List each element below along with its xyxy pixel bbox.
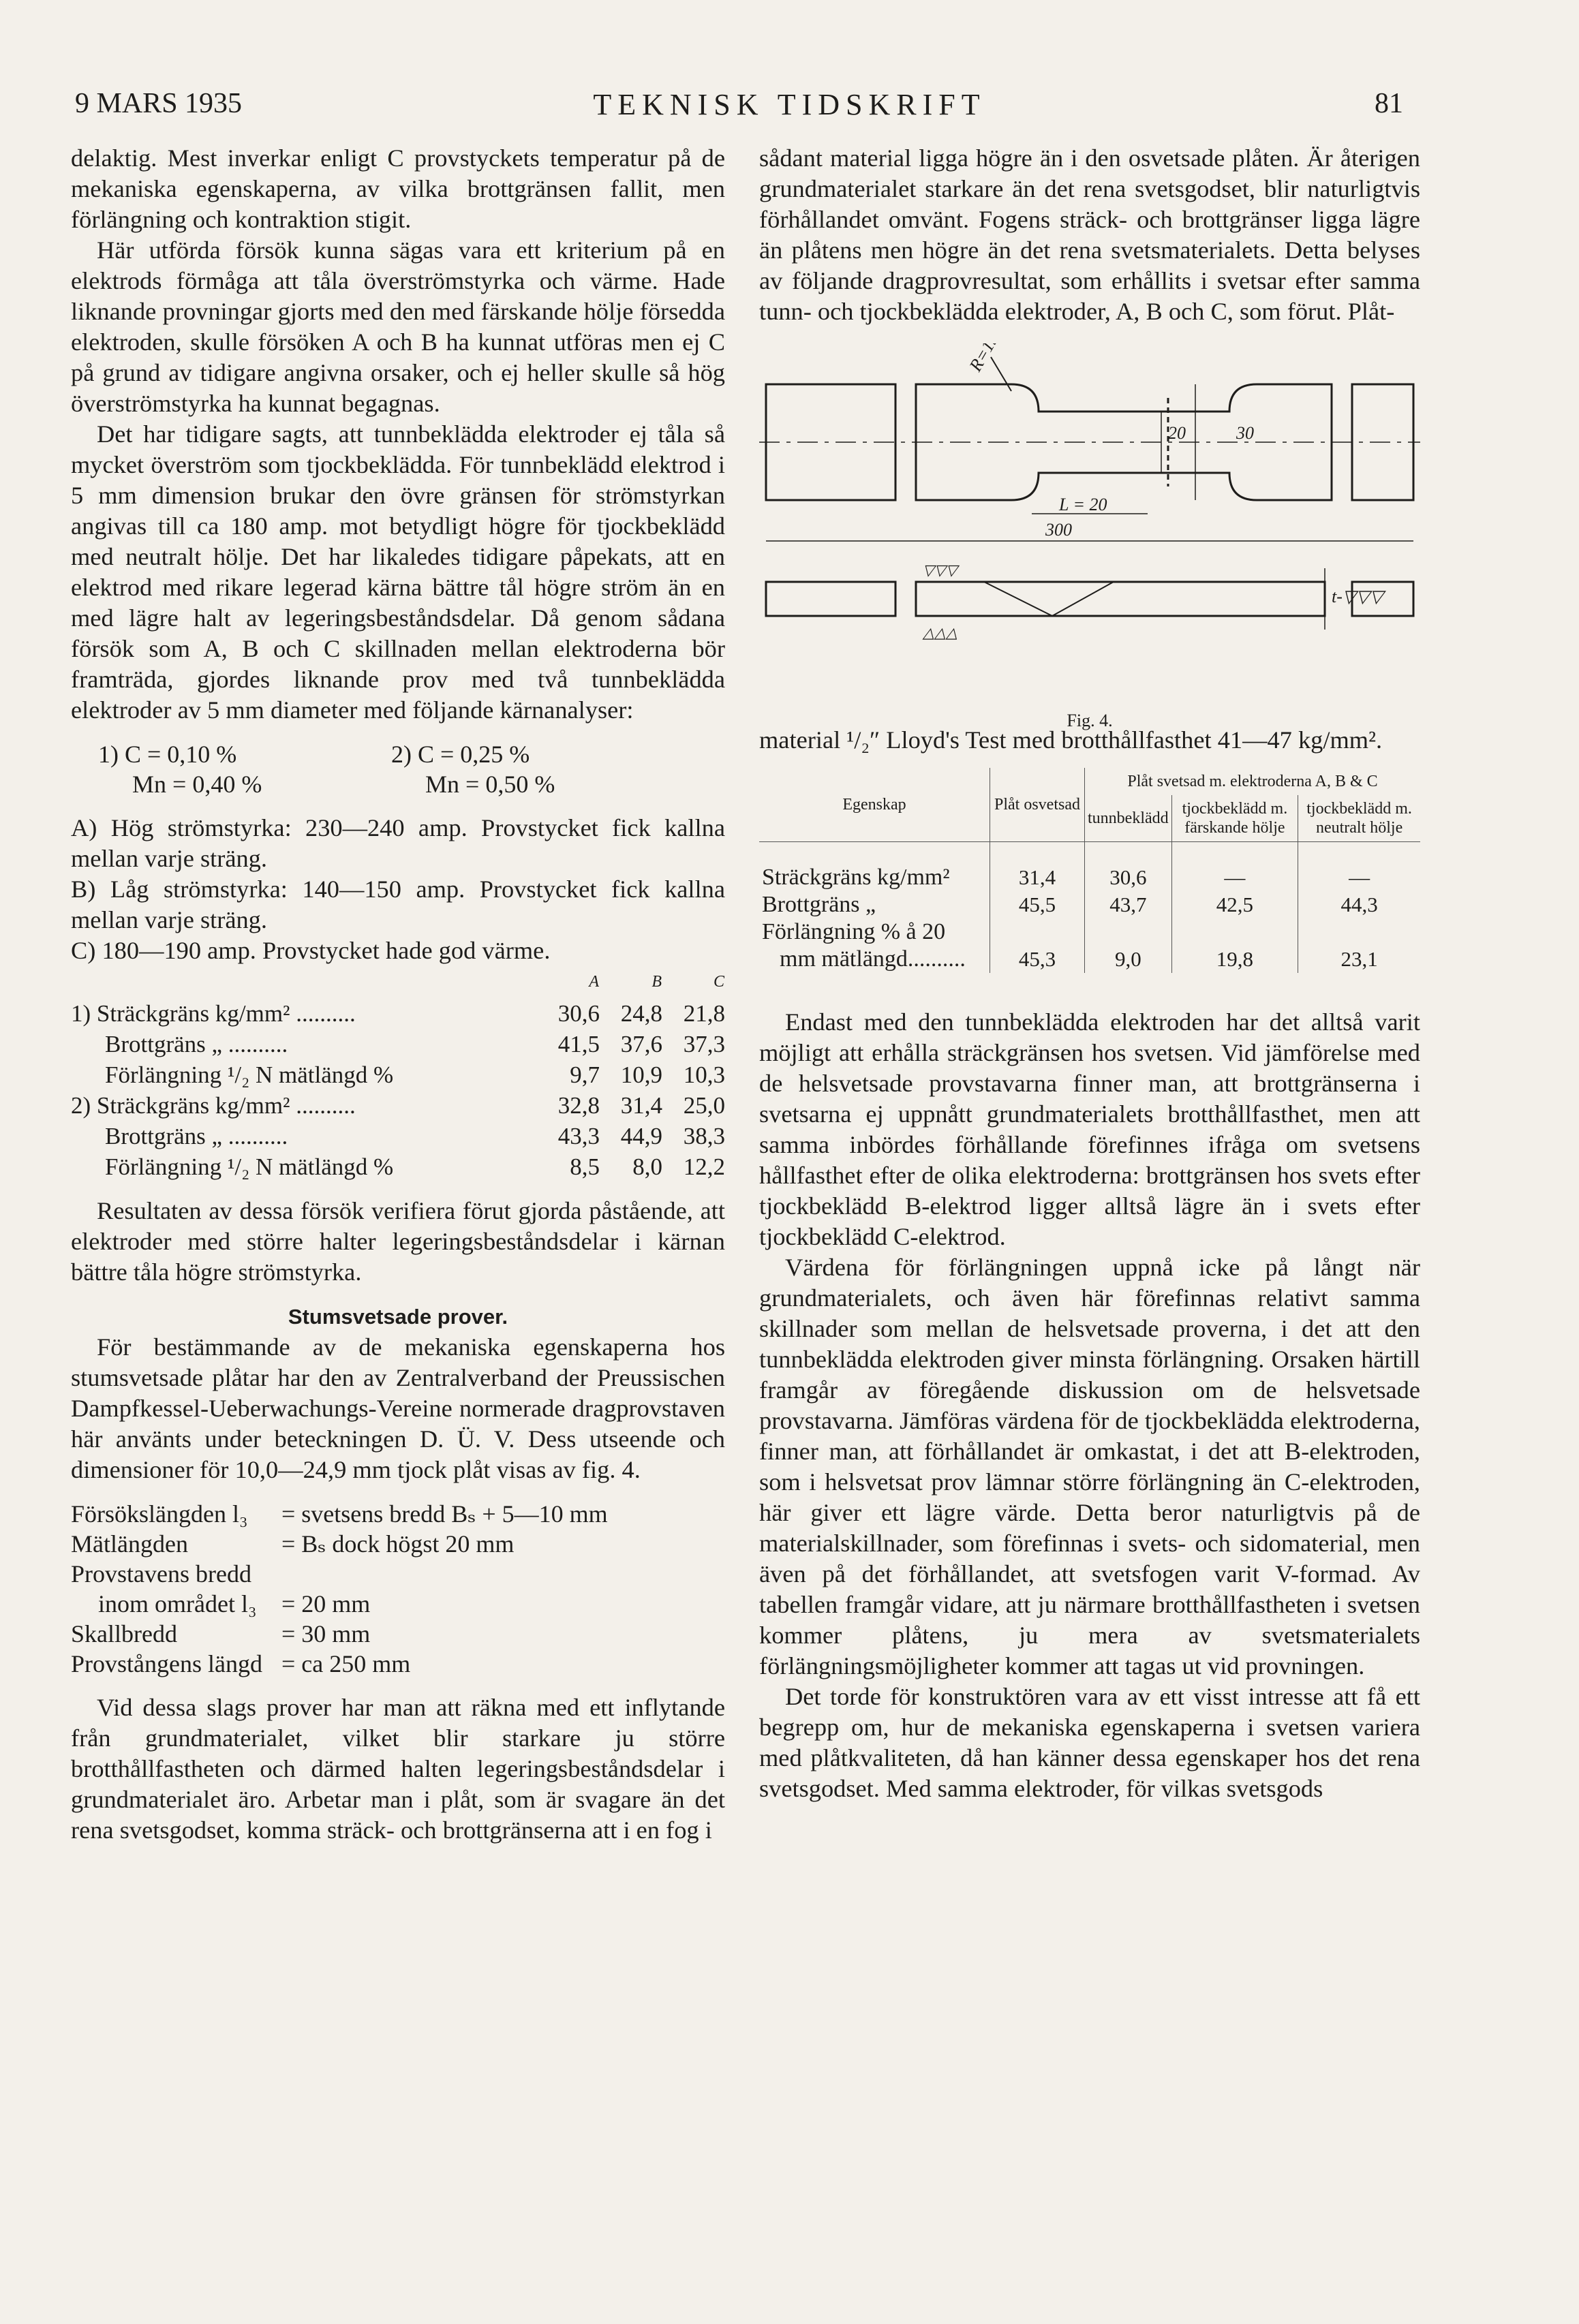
section-heading: Stumsvetsade prover. (288, 1305, 508, 1329)
left-column (71, 143, 725, 1846)
paragraph: För bestämmande av de mekaniska egenskaperna hos stumsvetsade plåtar har den av Zentralverband der Preussischen Dampfkessel-Ueberwachungs-Vereine normerade dragprovstaven här använts under beteckningen D. Ü. V. Dess utseende och dimensioner för 10,0—24,9 mm tjock plåt visas av fig. 4. (71, 1333, 725, 1483)
condition-b: B) Låg strömstyrka: 140—150 amp. Provstycket fick kallna mellan varje sträng. (71, 876, 725, 933)
table-row (71, 1151, 725, 1182)
table-row (759, 946, 1420, 973)
analysis-cell: Mn = 0,40 % (132, 771, 262, 798)
list-item (71, 1529, 608, 1559)
table-row (71, 1029, 725, 1059)
row-label: Förlängning ¹/₂ N mätlängd % (105, 1153, 394, 1180)
cell: 10,3 (683, 1062, 725, 1088)
table-row (71, 1090, 725, 1121)
column-header: C (713, 973, 724, 991)
row-label: Brottgräns „ .......... (105, 1031, 288, 1057)
cell: 44,9 (620, 1123, 662, 1149)
cell: 24,8 (620, 1000, 662, 1027)
cell: 23,1 (1298, 946, 1420, 973)
cell: 31,4 (990, 842, 1085, 892)
table-row (759, 918, 1420, 946)
cell (1085, 918, 1172, 946)
cell: 45,3 (990, 946, 1085, 973)
cell: 10,9 (620, 1062, 662, 1088)
issue-date: 9 MARS 1935 (75, 88, 243, 119)
def-value: = ca 250 mm (281, 1650, 411, 1677)
row-label: 1) Sträckgräns kg/mm² .......... (71, 1000, 356, 1027)
total-length-label: 300 (1045, 520, 1072, 540)
list-item (71, 1619, 608, 1649)
cell: 44,3 (1298, 891, 1420, 918)
list-item (71, 1649, 608, 1679)
cell: 8,5 (570, 1153, 600, 1180)
paragraph: Det torde för konstruktören vara av ett visst intresse att få ett begrepp om, hur de mekaniska egenskaperna i svetsen variera med plåtkvaliteten, då han känner dessa egenskaper hos det rena svetsgodset. Med samma elektroder, för vilkas svetsgods (759, 1683, 1420, 1802)
weld-test-table (759, 768, 1420, 973)
table-row (759, 842, 1420, 892)
figure-4 (759, 343, 1420, 730)
paragraph: Här utförda försök kunna sägas vara ett kriterium på en elektrods förmåga att tåla överströmstyrka och värme. Hade liknande provningar gjorts med den med färskande hölje försedda elektroden, skulle försöken A och B ha kunnat utföras men ej C på grund av tidigare angivna orsaker, och ej heller skulle så hög överströmstyrka ha kunnat begagnas. (71, 236, 725, 417)
row-label: Förlängning % å 20 (762, 919, 946, 944)
radius-label: R=15 (965, 343, 1003, 375)
cell (1298, 918, 1420, 946)
def-value: = Bₛ dock högst 20 mm (281, 1530, 515, 1558)
cell: 30,6 (557, 1000, 600, 1027)
cell: 37,6 (620, 1031, 662, 1057)
cell: 43,3 (557, 1123, 600, 1149)
cell: 42,5 (1171, 891, 1298, 918)
cell: 9,0 (1085, 946, 1172, 973)
table-row (71, 1059, 725, 1090)
specimen-drawing (759, 343, 1420, 698)
cell (1171, 918, 1298, 946)
table-row (71, 998, 725, 1029)
def-key: Provstavens bredd (71, 1560, 251, 1587)
list-item (71, 1499, 608, 1529)
gauge-length-label: L = 20 (1059, 495, 1107, 514)
row-label: Sträckgräns kg/mm² (762, 865, 950, 890)
right-column (759, 143, 1420, 1804)
row-label: Förlängning ¹/₂ N mätlängd % (105, 1062, 394, 1088)
analysis-cell: Mn = 0,50 % (425, 771, 555, 798)
column-header: B (651, 973, 662, 991)
cell: 45,5 (990, 891, 1085, 918)
weld-symbol-bottom: △△△ (923, 624, 957, 641)
row-label: Brottgräns „ (762, 892, 876, 917)
paragraph: Det har tidigare sagts, att tunnbeklädda elektroder ej tåla så mycket överström som tjockbeklädda. För tunnbeklädd elektrod i 5 mm dimension brukar den övre gränsen för strömstyrkan angivas till ca 180 amp. mot betydligt högre för tjockbeklädd med neutralt hölje. Det har likaledes tidigare påpekats, att en elektrod med rikare legerad kärna bättre tål högre ström än en med lägre halt av legeringsbeståndsdelar. Då genom sådana försök som A, B och C skillnaden mellan elektroderna bör framträda, gjordes liknande prov med två tunnbeklädda elektroder av 5 mm diameter med följande kärnanalyser: (71, 420, 725, 724)
list-item (71, 1559, 608, 1589)
header-welded-group: Plåt svetsad m. elektroderna A, B & C (1085, 768, 1421, 795)
condition-a: A) Hög strömstyrka: 230—240 amp. Provstycket fick kallna mellan varje sträng. (71, 814, 725, 872)
cell: 38,3 (683, 1123, 725, 1149)
width-dimension: 20 (1168, 423, 1186, 443)
def-key: Försökslängden l₃ (71, 1500, 248, 1528)
cell: 21,8 (683, 1000, 725, 1027)
paragraph: sådant material ligga högre än i den osvetsade plåten. Är återigen grundmaterialet starkare än det rena svetsgodset, blir naturligtvis förhållandet omvänt. Fogens sträck- och brottgränser ligga lägre än plåtens men högre än det rena svetsmaterialets. Detta belyses av följande dragprovresultat, som erhållits i svetsar efter samma tunn- och tjockbeklädda elektroder, A, B och C, som förut. Plåt- (759, 144, 1420, 325)
cell: 31,4 (620, 1092, 662, 1119)
cell: 19,8 (1171, 946, 1298, 973)
paragraph: material ¹/₂″ Lloyd's Test med brotthållfasthet 41—47 kg/mm². (759, 726, 1383, 754)
cell: 12,2 (683, 1153, 725, 1180)
cell: 30,6 (1085, 842, 1172, 892)
table-row (759, 891, 1420, 918)
journal-title: TEKNISK TIDSKRIFT (593, 88, 986, 121)
cell: 25,0 (683, 1092, 725, 1119)
def-key: Skallbredd (71, 1620, 177, 1647)
def-key: inom området l₃ (98, 1590, 257, 1617)
header-thick-neutral: tjockbeklädd m. neutralt hölje (1298, 795, 1420, 842)
paragraph: Endast med den tunnbeklädda elektroden har det alltså varit möjligt att erhålla sträckgränsen hos svetsen. Vid jämförelse med de helsvetsade provstavarna finner man, att brottgränserna i svetsarna ej uppnått grundmaterialets brotthållfasthet, men att samma inbördes förhållande förefinnes ifråga om svetsens hållfasthet efter de olika elektroderna: brottgränsen hos svets efter tjockbeklädd B-elektrod ligger alltså lägre än i svets efter tjockbeklädd C-elektrod. (759, 1008, 1420, 1250)
cell (990, 918, 1085, 946)
cell: — (1171, 842, 1298, 892)
paragraph: Värdena för förlängningen uppnå icke på långt när grundmaterialets, och även här förefinnas relativt samma skillnader som mellan de helsvetsade proverna, i det att den tunnbeklädda elektroden giver minsta förlängning. Orsaken härtill framgår av föregående diskussion om de helsvetsade provstavarna. Jämföras värdena för de tjockbeklädda elektroderna, finner man, att förhållandet är omkastat, i det att B-elektroden, som i helsvetsat prov lämnar större förlängning än C-elektroden, här giver ett lägre värde. Detta beror naturligtvis på de materialskillnader, som förefinnas i svets- och sidomaterial, men även på det förhållandet, att svetsfogen varit V-formad. Av tabellen framgår vidare, att ju närmare brotthållfastheten i svetsen kommer plåtens, ju mera av svetsmaterialets förlängningsmöjligheter kommer att tagas ut vid provningen. (759, 1254, 1420, 1679)
header-unwelded: Plåt osvetsad (990, 768, 1085, 842)
def-key: Mätlängden (71, 1530, 188, 1558)
def-value (262, 1559, 608, 1589)
figure-caption: Fig. 4. (1067, 711, 1113, 730)
condition-c: C) 180—190 amp. Provstycket hade god värme. (71, 937, 551, 964)
page-number: 81 (1375, 88, 1403, 119)
weld-symbol: ▽▽▽ (923, 561, 957, 578)
analysis-cell: 2) C = 0,25 % (391, 741, 530, 768)
def-value: = 30 mm (281, 1620, 371, 1647)
cell: 43,7 (1085, 891, 1172, 918)
header-property: Egenskap (759, 768, 990, 842)
header-thin: tunnbeklädd (1085, 795, 1172, 842)
definitions-table (71, 1499, 608, 1679)
shoulder-dimension: 30 (1236, 423, 1254, 443)
def-key: Provstångens längd (71, 1650, 262, 1677)
row-label: mm mätlängd.......... (780, 946, 966, 972)
paragraph: Resultaten av dessa försök verifiera förut gjorda påstående, att elektroder med större halter legeringsbeståndsdelar i kärnan bättre tåla högre strömstyrka. (71, 1197, 725, 1286)
paragraph: delaktig. Mest inverkar enligt C provstyckets temperatur på de mekaniska egenskaperna, av vilka brottgränsen fallit, men förlängning och kontraktion stigit. (71, 144, 725, 233)
cell: 32,8 (557, 1092, 600, 1119)
cell: 41,5 (557, 1031, 600, 1057)
row-label: Brottgräns „ .......... (105, 1123, 288, 1149)
core-analysis-table (98, 739, 684, 799)
cell: 8,0 (632, 1153, 662, 1180)
def-value: = 20 mm (281, 1590, 371, 1617)
analysis-cell: 1) C = 0,10 % (98, 741, 237, 768)
thickness-label: t-▽▽▽ (1332, 587, 1383, 606)
def-value: = svetsens bredd Bₛ + 5—10 mm (281, 1500, 608, 1528)
row-label: 2) Sträckgräns kg/mm² .......... (71, 1092, 356, 1119)
column-header: A (589, 973, 599, 991)
paragraph: Vid dessa slags prover har man att räkna med ett inflytande från grundmaterialet, vilket blir starkare ju större brotthållfastheten och därmed halten legeringsbeståndsdelar i grundmaterialet äro. Arbetar man i plåt, som är svagare än det rena svetsgodset, komma sträck- och brottgränserna att i en fog i (71, 1694, 725, 1844)
cell: — (1298, 842, 1420, 892)
header-thick-refining: tjockbeklädd m. färskande hölje (1171, 795, 1298, 842)
results-table (71, 966, 725, 1182)
cell: 9,7 (570, 1062, 600, 1088)
list-item (71, 1589, 608, 1619)
table-row (71, 1121, 725, 1151)
cell: 37,3 (683, 1031, 725, 1057)
